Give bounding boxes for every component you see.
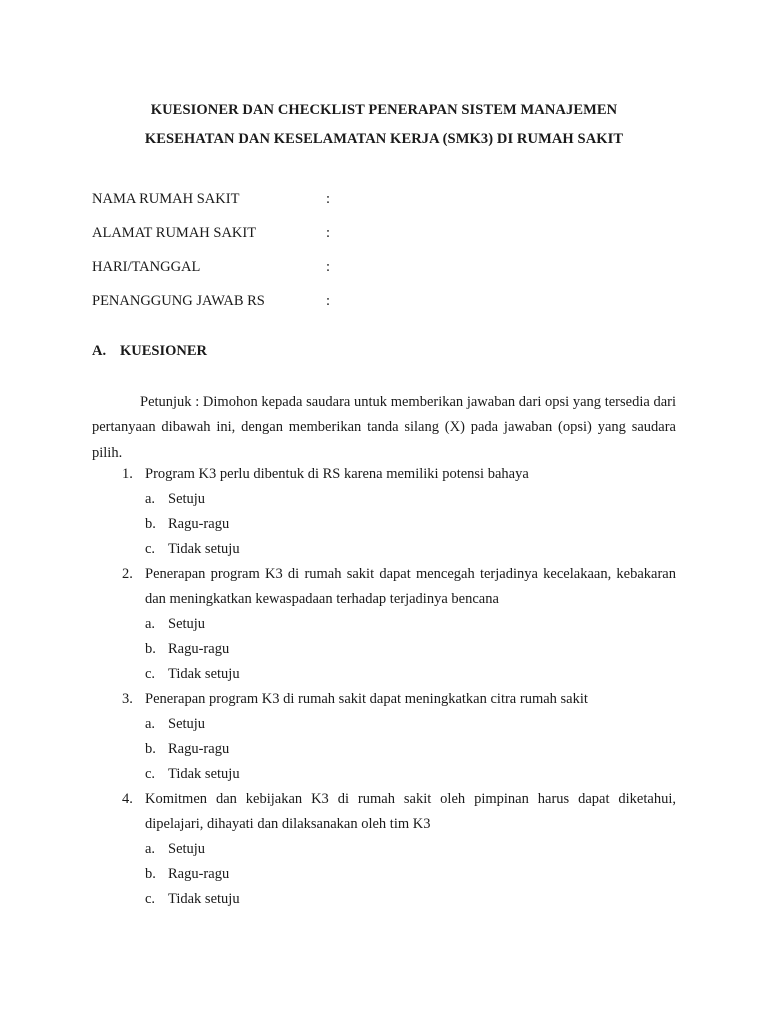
section-heading-kuesioner xyxy=(92,341,207,361)
option-letter-4a: a. xyxy=(145,841,156,857)
section-marker: A. xyxy=(92,343,107,359)
question-options-1 xyxy=(92,487,676,562)
question-options-3 xyxy=(92,712,676,787)
question-item-4 xyxy=(92,787,676,912)
question-text-row-4 xyxy=(92,787,676,837)
field-label-hari-tanggal: HARI/TANGGAL xyxy=(92,259,201,275)
question-options-2 xyxy=(92,612,676,687)
option-label-3b: Ragu-ragu xyxy=(168,741,230,757)
option-label-1c: Tidak setuju xyxy=(168,541,240,557)
question-text-2: Penerapan program K3 di rumah sakit dapat mencegah terjadinya kecelakaan, kebakaran dan meningkatkan kewaspadaan terhadap terjadinya bencana xyxy=(145,566,676,607)
option-label-1b: Ragu-ragu xyxy=(168,516,230,532)
option-label-3a: Setuju xyxy=(168,716,206,732)
question-options-4 xyxy=(92,837,676,912)
option-label-4a: Setuju xyxy=(168,841,206,857)
question-text-4: Komitmen dan kebijakan K3 di rumah sakit oleh pimpinan harus dapat diketahui, dipelajari, dihayati dan dilaksanakan oleh tim K3 xyxy=(145,791,676,832)
option-letter-4b: b. xyxy=(145,866,156,882)
option-row-2b[interactable] xyxy=(92,637,676,662)
option-row-4b[interactable] xyxy=(92,862,676,887)
option-label-2b: Ragu-ragu xyxy=(168,641,230,657)
option-row-1b[interactable] xyxy=(92,512,676,537)
option-label-2a: Setuju xyxy=(168,616,206,632)
document-title-line-2: KESEHATAN DAN KESELAMATAN KERJA (SMK3) DI RUMAH SAKIT xyxy=(144,131,624,147)
field-label-nama-rumah-sakit: NAMA RUMAH SAKIT xyxy=(92,191,240,207)
field-row-nama-rumah-sakit xyxy=(92,188,676,222)
question-item-3 xyxy=(92,687,676,787)
option-row-4c[interactable] xyxy=(92,887,676,912)
question-number-4: 4. xyxy=(122,791,133,807)
field-row-penanggung-jawab-rs xyxy=(92,290,676,324)
question-text-row-2 xyxy=(92,562,676,612)
option-row-3c[interactable] xyxy=(92,762,676,787)
option-letter-3c: c. xyxy=(145,766,156,782)
option-label-4b: Ragu-ragu xyxy=(168,866,230,882)
option-letter-1c: c. xyxy=(145,541,156,557)
option-row-2a[interactable] xyxy=(92,612,676,637)
question-item-2 xyxy=(92,562,676,687)
field-colon-alamat-rumah-sakit: : xyxy=(326,225,331,241)
field-colon-hari-tanggal: : xyxy=(326,259,331,275)
question-text-1: Program K3 perlu dibentuk di RS karena memiliki potensi bahaya xyxy=(145,466,529,482)
option-letter-1a: a. xyxy=(145,491,156,507)
questions-list xyxy=(92,462,676,912)
option-row-3b[interactable] xyxy=(92,737,676,762)
option-row-1a[interactable] xyxy=(92,487,676,512)
option-letter-4c: c. xyxy=(145,891,156,907)
field-colon-nama-rumah-sakit: : xyxy=(326,191,331,207)
field-colon-penanggung-jawab-rs: : xyxy=(326,293,331,309)
option-label-1a: Setuju xyxy=(168,491,206,507)
question-item-1 xyxy=(92,462,676,562)
option-letter-2b: b. xyxy=(145,641,156,657)
question-text-row-3 xyxy=(92,687,676,712)
option-letter-2a: a. xyxy=(145,616,156,632)
question-number-2: 2. xyxy=(122,566,133,582)
option-label-4c: Tidak setuju xyxy=(168,891,240,907)
option-letter-3a: a. xyxy=(145,716,156,732)
identity-fields xyxy=(92,188,676,324)
option-row-3a[interactable] xyxy=(92,712,676,737)
field-row-alamat-rumah-sakit xyxy=(92,222,676,256)
option-label-2c: Tidak setuju xyxy=(168,666,240,682)
option-label-3c: Tidak setuju xyxy=(168,766,240,782)
option-letter-1b: b. xyxy=(145,516,156,532)
option-row-4a[interactable] xyxy=(92,837,676,862)
field-label-alamat-rumah-sakit: ALAMAT RUMAH SAKIT xyxy=(92,225,257,241)
option-letter-2c: c. xyxy=(145,666,156,682)
question-text-3: Penerapan program K3 di rumah sakit dapat meningkatkan citra rumah sakit xyxy=(145,691,588,707)
option-row-2c[interactable] xyxy=(92,662,676,687)
instruction-paragraph: Petunjuk : Dimohon kepada saudara untuk memberikan jawaban dari opsi yang tersedia dari pertanyaan dibawah ini, dengan memberikan tanda silang (X) pada jawaban (opsi) yang saudara pilih. xyxy=(92,393,676,461)
question-number-3: 3. xyxy=(122,691,133,707)
document-title xyxy=(92,96,676,154)
field-label-penanggung-jawab-rs: PENANGGUNG JAWAB RS xyxy=(92,293,265,309)
field-row-hari-tanggal xyxy=(92,256,676,290)
document-title-line-1: KUESIONER DAN CHECKLIST PENERAPAN SISTEM MANAJEMEN xyxy=(150,102,618,118)
question-text-row-1 xyxy=(92,462,676,487)
option-letter-3b: b. xyxy=(145,741,156,757)
option-row-1c[interactable] xyxy=(92,537,676,562)
section-heading-label: KUESIONER xyxy=(120,343,208,359)
question-number-1: 1. xyxy=(122,466,133,482)
